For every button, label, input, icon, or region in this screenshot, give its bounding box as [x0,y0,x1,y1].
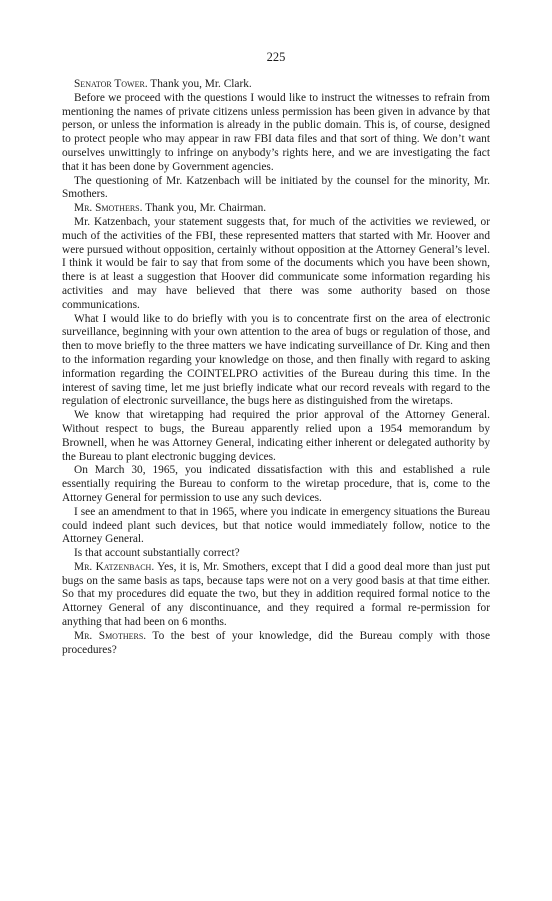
paragraph-katzenbach-answer [62,561,490,630]
paragraph-question [62,547,490,561]
paragraph-smothers-question [62,630,490,658]
paragraph-instruction [62,92,490,175]
paragraph-amendment [62,506,490,547]
paragraph-questioning-intro [62,175,490,203]
paragraph-text: Thank you, Mr. Chairman. [142,202,267,215]
paragraph-text: Before we proceed with the questions I would like to instruct the witnesses to refrain from mentioning the names of private citizens unless permission has been given in advance by that person, or unless the information is already in the public domain. This is, of course, designed to protect people who may appear in raw FBI data files and that sort of thing. We don’t want ourselves unwittingly to infringe on anybody’s rights here, and we are investigating the fact that it has been done by Government agencies. [62,91,490,173]
speaker-label: Senator Tower. [74,78,148,90]
paragraph-text: What I would like to do briefly with you is to concentrate first on the area of electronic surveillance, beginning with your own attention to the area of bugs or regulation of those, and then to move briefly to the three matters we have indicating surveillance of Dr. King and then to the information regarding your knowledge on those, and then finally with regard to asking information regarding the COINTELPRO activities of the Bureau during this time. In the interest of saving time, let me just briefly indicate what our record reveals with regard to the regulation of electronic surveillance, the bugs here as distinguished from the wiretaps. [62,312,490,408]
paragraph-statement-summary [62,216,490,313]
paragraph-smothers-thanks [62,202,490,216]
paragraph-text: Yes, it is, Mr. Smothers, except that I did a good deal more than just put bugs on the same basis as taps, because taps were not on a very good basis at that time either. So that my procedures did equate the two, but they in addition required formal notice to the Attorney General of any discontinuance, and they required a formal re-permission for anything that had been on 6 months. [62,560,490,629]
paragraph-march-1965 [62,464,490,505]
paragraph-wiretapping [62,409,490,464]
paragraph-text: Is that account substantially correct? [74,547,240,560]
paragraph-text: To the best of your knowledge, did the Bureau comply with those procedures? [62,629,490,656]
page-number: 225 [266,50,286,64]
document-page [62,50,490,657]
paragraph-text: The questioning of Mr. Katzenbach will be initiated by the counsel for the minority, Mr. Smothers. [62,174,490,201]
speaker-label: Mr. Smothers. [74,202,143,215]
paragraph-text: On March 30, 1965, you indicated dissatisfaction with this and established a rule essentially requiring the Bureau to conform to the wiretap procedure, that is, come to the Attorney General for permission to use any such devices. [62,464,490,504]
paragraph-plan [62,313,490,410]
paragraph-text: Mr. Katzenbach, your statement suggests that, for much of the activities we reviewed, or much of the activities of the FBI, these represented matters that started with Mr. Hoover and were pursued without opposition, certainly without opposition at the Attorney General’s level. I think it would be fair to say that from some of the documents which you have been shown, there is at least a suggestion that Hoover did communicate some information regarding his activities and may have believed that there was some authority based on those communications. [62,215,490,311]
paragraph-tower-thanks [62,78,490,92]
paragraph-text: I see an amendment to that in 1965, where you indicate in emergency situations the Bureau could indeed plant such devices, but that notice would immediately follow, notice to the Attorney General. [62,505,490,546]
speaker-label: Mr. Smothers. [74,629,147,642]
speaker-label: Mr. Katzenbach. [74,560,155,573]
paragraph-text: Thank you, Mr. Clark. [147,78,252,90]
paragraph-text: We know that wiretapping had required the prior approval of the Attorney General. Without respect to bugs, the Bureau apparently relied upon a 1954 memorandum by Brownell, when he was Attorney General, indicating either inherent or delegated authority by the Bureau to plant electronic bugging devices. [62,409,490,463]
